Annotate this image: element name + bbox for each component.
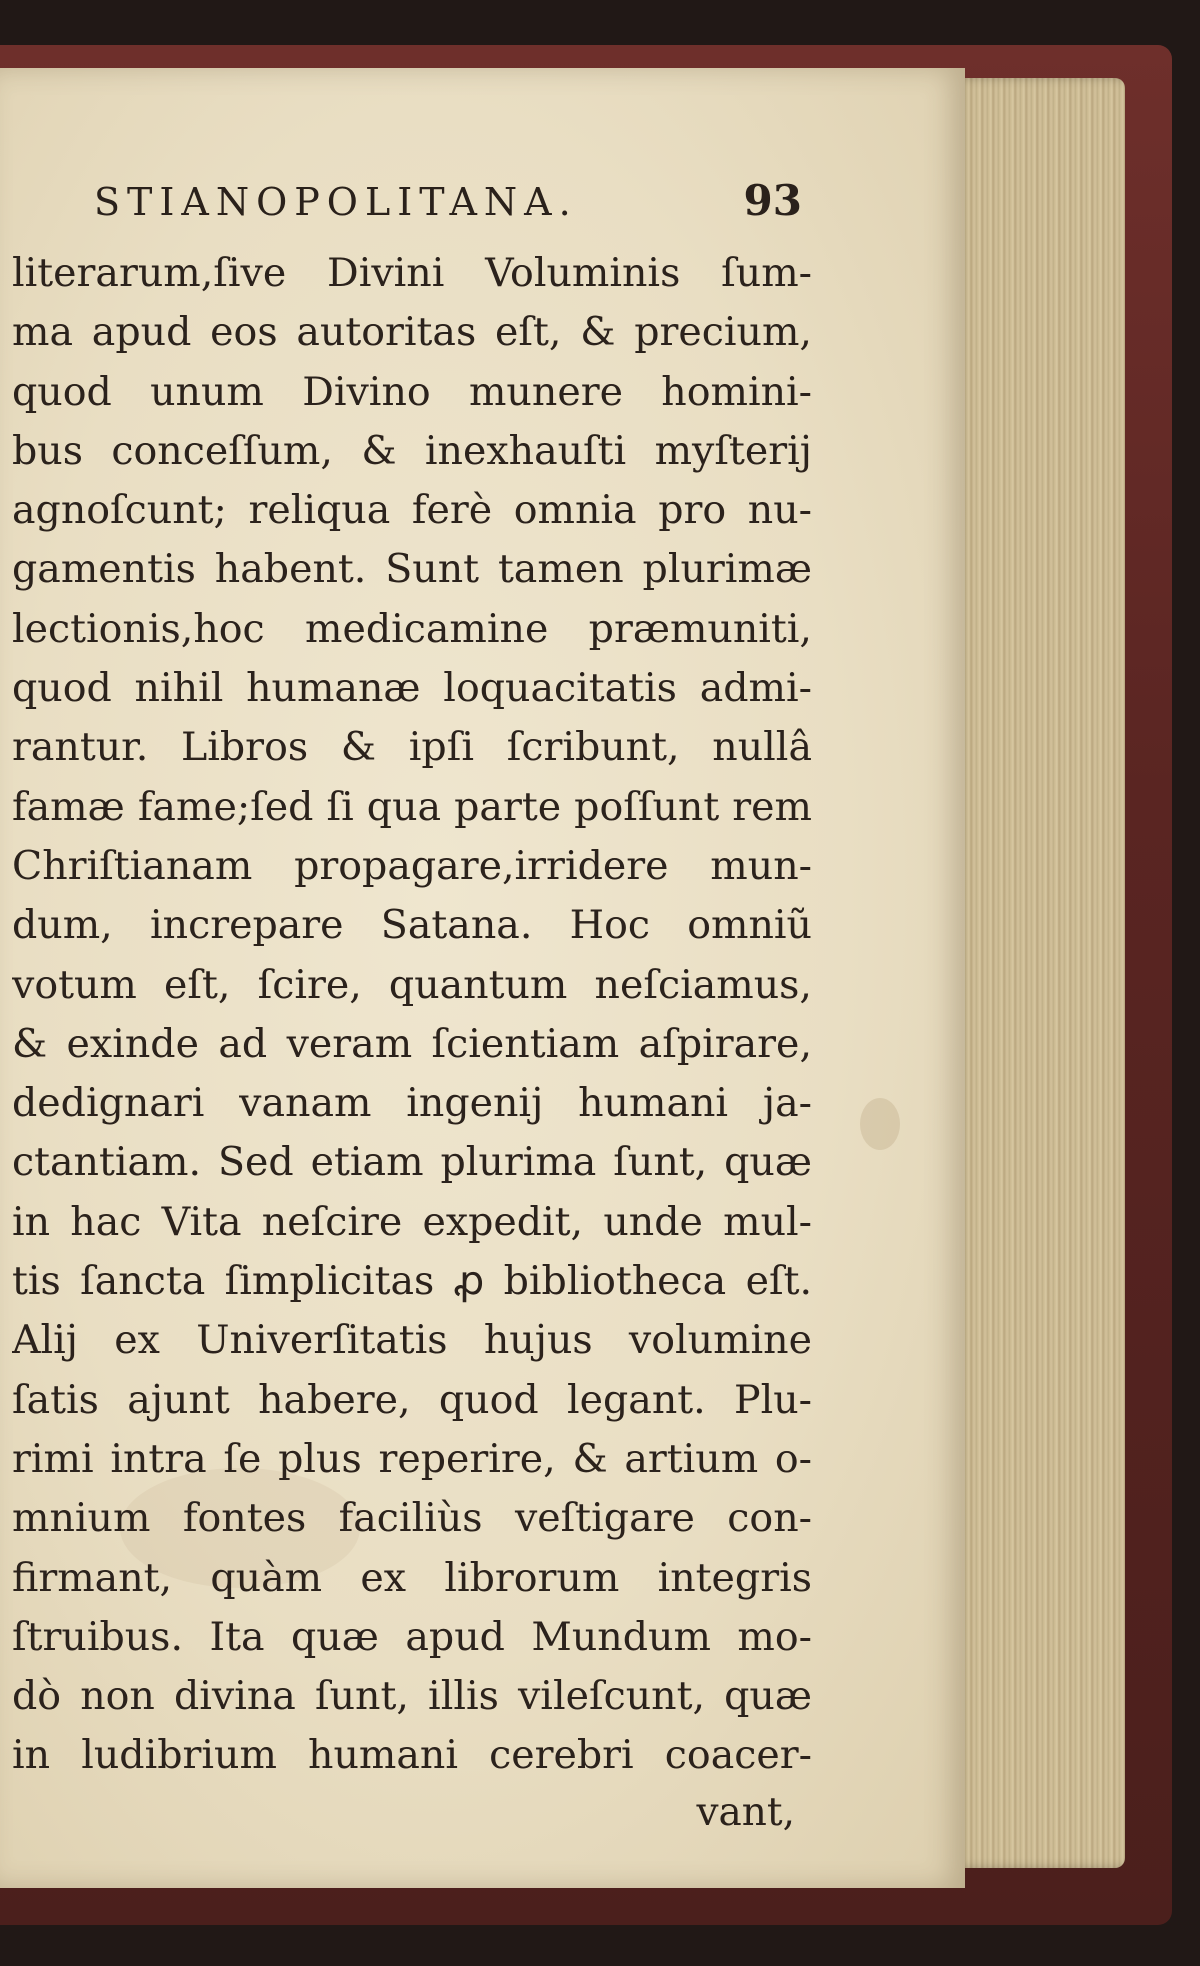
page-fore-edge [955, 78, 1125, 1868]
text-line: & exinde ad veram ſcientiam aſpirare, [12, 1020, 812, 1067]
printed-page [0, 68, 965, 1888]
text-line: ma apud eos autoritas eſt, & precium, [12, 309, 812, 356]
text-line: bus conceſſum, & inexhauſti myſterij [12, 427, 812, 474]
text-line: rantur. Libros & ipſi ſcribunt, nullâ [12, 724, 812, 771]
text-line: ctantiam. Sed etiam plurima ſunt, quæ [12, 1139, 812, 1186]
running-title: STIANOPOLITANA. [94, 180, 578, 224]
text-line: lectionis,hoc medicamine præmuniti, [12, 605, 812, 652]
text-line: Alij ex Univerſitatis hujus volumine [12, 1317, 812, 1364]
running-head [94, 172, 802, 232]
ink-stain [860, 1098, 900, 1150]
text-line: in hac Vita neſcire expedit, unde mul- [12, 1198, 812, 1245]
text-line: literarum,ſive Divini Voluminis ſum- [12, 250, 812, 296]
text-line: quod unum Divino munere homini- [12, 368, 812, 415]
text-line: famæ fame;ſed ſi qua parte poſſunt rem [12, 783, 812, 830]
text-line: tis ſancta ſimplicitas ꝓ bibliotheca eſt. [12, 1258, 812, 1305]
text-line: Chriſtianam propagare,irridere mun- [12, 842, 812, 889]
text-line: agnoſcunt; reliqua ferè omnia pro nu- [12, 487, 812, 534]
catchword: vant, [696, 1790, 795, 1835]
text-line: rimi intra ſe plus reperire, & artium o- [12, 1435, 812, 1482]
text-line: quod nihil humanæ loquacitatis admi- [12, 665, 812, 712]
text-line: dò non divina ſunt, illis vileſcunt, quæ [12, 1673, 812, 1720]
text-line: dum, increpare Satana. Hoc omniũ [12, 902, 812, 949]
text-line: firmant, quàm ex librorum integris [12, 1554, 812, 1601]
text-line: dedignari vanam ingenij humani ja- [12, 1080, 812, 1127]
text-line: gamentis habent. Sunt tamen plurimæ [12, 546, 812, 593]
text-line: ſtruibus. Ita quæ apud Mundum mo- [12, 1613, 812, 1660]
page-number: 93 [743, 176, 802, 225]
text-line: votum eſt, ſcire, quantum neſciamus, [12, 961, 812, 1008]
text-block [12, 244, 812, 1786]
text-line: in ludibrium humani cerebri coacer- [12, 1732, 812, 1779]
text-line: mnium fontes faciliùs veſtigare con- [12, 1495, 812, 1542]
text-line: ſatis ajunt habere, quod legant. Plu- [12, 1376, 812, 1423]
